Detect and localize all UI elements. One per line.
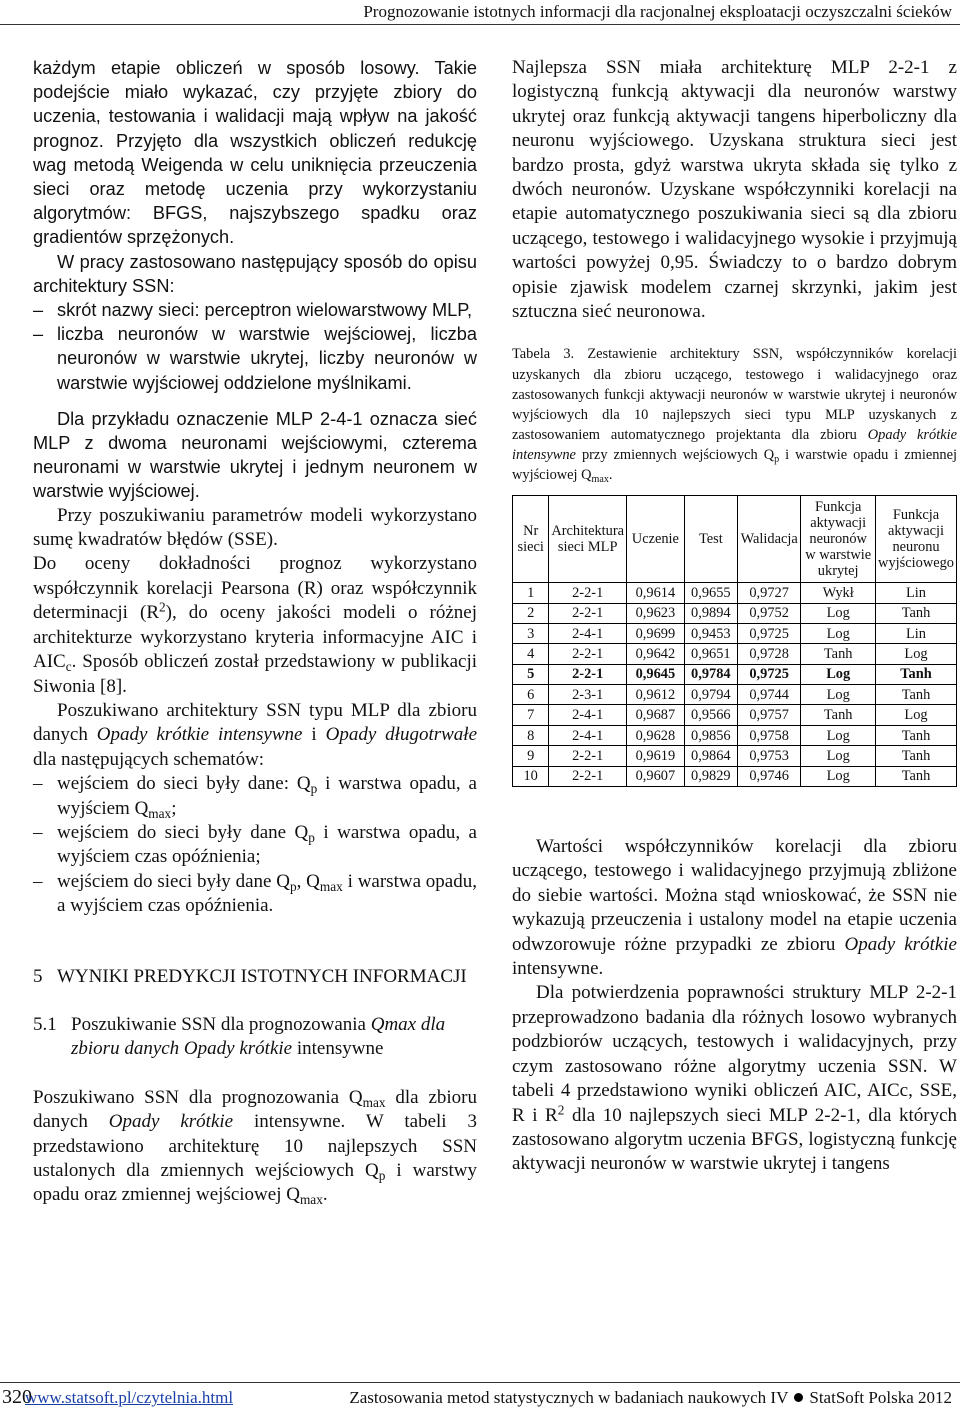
table-cell: Log — [876, 705, 957, 725]
paragraph-correlation: Wartości współczynników korelacji dla zbioru uczącego, testowego i walidacyjnego przyjmują zbliżone do siebie wartości. Można stąd wnioskować, że SSN nie wykazują przeuczenia i ustalony model na etapie uczenia odwzorowuje różne przypadki ze zbioru Opady krótkie intensywne. — [512, 836, 957, 980]
table-cell: 0,9856 — [684, 725, 737, 745]
table-cell: Log — [801, 603, 876, 623]
table-cell: 4 — [513, 644, 549, 664]
table-cell: 0,9784 — [684, 664, 737, 684]
table-row — [513, 583, 957, 603]
table-row — [513, 725, 957, 745]
table-cell: Log — [801, 623, 876, 643]
table-cell: Log — [801, 725, 876, 745]
paragraph-intro: każdym etapie obliczeń w sposób losowy. Takie podejście miało wykazać, czy przyjęte zbiory do uczenia, testowania i walidacji mają wpływ na jakość prognoz. Przyjęto dla wszystkich obliczeń redukcję wag metodą Weigenda w celu uniknięcia przeuczenia sieci oraz metodę uczenia przy wykorzystaniu algorytmów: BFGS, najszybszego spadku oraz gradientów sprzężonych. — [33, 58, 477, 248]
table-cell: 7 — [513, 705, 549, 725]
table-cell: 0,9758 — [737, 725, 800, 745]
table-cell: 10 — [513, 766, 549, 786]
table-cell: 2-2-1 — [549, 766, 627, 786]
table-cell: 0,9628 — [627, 725, 685, 745]
table-cell: 0,9894 — [684, 603, 737, 623]
table-cell: 0,9757 — [737, 705, 800, 725]
table-row — [513, 603, 957, 623]
table-cell: 0,9864 — [684, 746, 737, 766]
subsection-heading: 5.1 Poszukiwanie SSN dla prognozowania Qmax dla zbioru danych Opady krótkie intensywne — [33, 1013, 446, 1060]
table-cell: 9 — [513, 746, 549, 766]
paragraph-table-intro: Poszukiwano SSN dla prognozowania $Q_{max}$ dla zbioru danych Opady krótkie intensywne. W tabeli 3 przedstawiono architekturę 10 najlepszych SSN ustalonych dla zmiennych wejściowych $Q_p$ i warstwy opadu oraz zmiennej wejściowej $Q_{max}$. — [33, 1086, 477, 1208]
table-cell: Log — [801, 664, 876, 684]
paragraph-accuracy: Do oceny dokładności prognoz wykorzystano współczynnik korelacji Pearsona (R) oraz współczynnik determinacji $(R^2)$, do oceny jakości modeli o różnej architekturze wykorzystano kryteria informacyjne AIC i $AIC_c$. Sposób obliczeń został przedstawiony w publikacji Siwonia [8]. — [33, 553, 477, 697]
running-header: Prognozowanie istotnych informacji dla racjonalnej eksploatacji oczyszczalni ścieków — [363, 2, 952, 21]
column-header: Architektura sieci MLP — [549, 496, 627, 583]
paragraph-best-network: Najlepsza SSN miała architekturę MLP 2-2-1 z logistyczną funkcją aktywacji dla neuronów warstwy ukrytej oraz funkcją aktywacji tangens hiperboliczny dla neuronu wyjściowego. Uzyskana struktura sieci jest bardzo prosta, gdyż warstwa ukryta składa się tylko z dwóch neuronów. Uzyskane współczynniki korelacji na etapie automatycznego poszukiwania sieci są dla zbioru uczącego, testowego i walidacyjnego wysokie i przyjmują wartości powyżej 0,95. Świadczy to o bardzo dobrym opisie zjawisk modelem czarnej skrzynki, jakim jest sztuczna sieć neuronowa. — [512, 57, 957, 323]
table-row — [513, 705, 957, 725]
table-cell: 0,9651 — [684, 644, 737, 664]
paragraph-sse: Przy poszukiwaniu parametrów modeli wykorzystano sumę kwadratów błędów (SSE). — [33, 504, 477, 551]
table-row — [513, 644, 957, 664]
table-cell: Tanh — [801, 644, 876, 664]
table-cell: 0,9607 — [627, 766, 685, 786]
table-cell: 0,9728 — [737, 644, 800, 664]
table-row — [513, 664, 957, 684]
table-cell: 0,9725 — [737, 623, 800, 643]
table-cell: 0,9794 — [684, 685, 737, 705]
table-header-row — [513, 496, 957, 583]
column-header: Test — [684, 496, 737, 583]
column-header: Funkcja aktywacji neuronu wyjściowego — [876, 496, 957, 583]
table-cell: 0,9753 — [737, 746, 800, 766]
table-cell: 0,9725 — [737, 664, 800, 684]
architecture-notation-list — [33, 298, 477, 395]
results-table — [512, 495, 957, 787]
table-cell: 0,9752 — [737, 603, 800, 623]
table-cell: 0,9727 — [737, 583, 800, 603]
table-cell: 2-2-1 — [549, 603, 627, 623]
column-header: Walidacja — [737, 496, 800, 583]
schema-list — [33, 772, 477, 918]
table-cell: 2-2-1 — [549, 664, 627, 684]
left-column — [33, 56, 477, 1208]
table-cell: Tanh — [876, 766, 957, 786]
table-cell: 0,9623 — [627, 603, 685, 623]
table-cell: 0,9642 — [627, 644, 685, 664]
column-header: Uczenie — [627, 496, 685, 583]
table-cell: 2-4-1 — [549, 725, 627, 745]
table-cell: Log — [801, 685, 876, 705]
list-item: – wejściem do sieci były dane $Q_p$ i warstwa opadu, a wyjściem czas opóźnienia; — [33, 821, 477, 870]
table-cell: 3 — [513, 623, 549, 643]
table-cell: 8 — [513, 725, 549, 745]
table-cell: 5 — [513, 664, 549, 684]
right-column — [512, 56, 957, 1177]
table-cell: Log — [801, 766, 876, 786]
table-cell: Tanh — [801, 705, 876, 725]
table-cell: 0,9744 — [737, 685, 800, 705]
table-cell: Tanh — [876, 725, 957, 745]
list-item: – skrót nazwy sieci: perceptron wielowarstwowy MLP, — [33, 298, 477, 322]
table-cell: 2-2-1 — [549, 583, 627, 603]
table-cell: 0,9453 — [684, 623, 737, 643]
column-header: Funkcja aktywacji neuronów w warstwie ukrytej — [801, 496, 876, 583]
paragraph-search: Poszukiwano architektury SSN typu MLP dla zbioru danych Opady krótkie intensywne i Opady długotrwałe dla następujących schematów: — [33, 699, 478, 770]
table-cell: 2 — [513, 603, 549, 623]
table-cell: 0,9655 — [684, 583, 737, 603]
section-heading: 5 WYNIKI PREDYKCJI ISTOTNYCH INFORMACJI — [33, 965, 467, 987]
table-row — [513, 685, 957, 705]
list-item: – wejściem do sieci były dane $Q_p$, $Q_{max}$ i warstwa opadu, a wyjściem czas opóźnienia. — [33, 870, 477, 919]
table-cell: Log — [801, 746, 876, 766]
table-cell: Tanh — [876, 603, 957, 623]
table-cell: Wykł — [801, 583, 876, 603]
table-row — [513, 746, 957, 766]
table-cell: 0,9645 — [627, 664, 685, 684]
table-cell: Tanh — [876, 664, 957, 684]
table-cell: 0,9619 — [627, 746, 685, 766]
table-cell: 6 — [513, 685, 549, 705]
table-cell: 2-4-1 — [549, 623, 627, 643]
header-rule — [0, 24, 960, 25]
footer-link[interactable]: www.statsoft.pl/czytelnia.html — [25, 1388, 234, 1407]
table-cell: Lin — [876, 623, 957, 643]
list-item: – wejściem do sieci były dane: $Q_p$ i warstwa opadu, a wyjściem $Q_{max}$; — [33, 772, 477, 821]
footer-rule — [0, 1382, 960, 1383]
table-cell: 1 — [513, 583, 549, 603]
table-row — [513, 766, 957, 786]
table-cell: 2-4-1 — [549, 705, 627, 725]
paragraph-verification: Dla potwierdzenia poprawności struktury MLP 2-2-1 przeprowadzono badania dla różnych losowo wybranych podzbiorów uczących, testowych i walidacyjnych, przy czym zastosowano różne algorytmy uczenia SSN. W tabeli 4 przedstawiono wyniki obliczeń AIC, AICc, SSE, R i $R^2$ dla 10 najlepszych sieci MLP 2-2-1, dla których zastosowano algorytm uczenia BFGS, logistyczną funkcję aktywacji neuronów w warstwie ukrytej i tangens — [512, 982, 958, 1175]
paragraph-example: Dla przykładu oznaczenie MLP 2-4-1 oznacza sieć MLP z dwoma neuronami wejściowymi, czterema neuronami w warstwie ukrytej i jednym neuronem w warstwie wyjściowej. — [33, 408, 477, 502]
table-cell: 2-2-1 — [549, 644, 627, 664]
column-header: Nr sieci — [513, 496, 549, 583]
table-cell: 2-2-1 — [549, 746, 627, 766]
paragraph-architecture-description: W pracy zastosowano następujący sposób do opisu architektury SSN: — [33, 251, 477, 296]
table-cell: 0,9699 — [627, 623, 685, 643]
table-cell: Lin — [876, 583, 957, 603]
table-cell: 0,9687 — [627, 705, 685, 725]
table-cell: Log — [876, 644, 957, 664]
table-row — [513, 623, 957, 643]
table-cell: 0,9829 — [684, 766, 737, 786]
table-cell: Tanh — [876, 685, 957, 705]
table-body — [513, 583, 957, 787]
table-cell: 0,9614 — [627, 583, 685, 603]
table-cell: Tanh — [876, 746, 957, 766]
table-cell: 0,9566 — [684, 705, 737, 725]
table-cell: 0,9612 — [627, 685, 685, 705]
table-cell: 2-3-1 — [549, 685, 627, 705]
table-cell: 0,9746 — [737, 766, 800, 786]
bullet-dot-icon — [794, 1393, 803, 1402]
list-item: – liczba neuronów w warstwie wejściowej, liczba neuronów w warstwie ukrytej, liczby neuronów w warstwie wyjściowej oddzielone myślnikami. — [33, 322, 477, 395]
page-number: 320 — [2, 1386, 32, 1408]
footer-info: Zastosowania metod statystycznych w badaniach naukowych IV StatSoft Polska 2012 — [349, 1388, 952, 1407]
table-caption: Tabela 3. Zestawienie architektury SSN, współczynników korelacji uzyskanych dla zbioru uczącego, testowego i walidacyjnego oraz zastosowanych funkcji aktywacji neuronów w warstwie ukrytej i neuronów wyjściowych dla 10 najlepszych sieci typu MLP uzyskanych z zastosowaniem automatycznego projektanta dla zbioru Opady krótkie intensywne przy zmiennych wejściowych $Q_p$ i warstwie opadu i zmiennej wyjściowej $Q_{max}$. — [512, 346, 957, 486]
